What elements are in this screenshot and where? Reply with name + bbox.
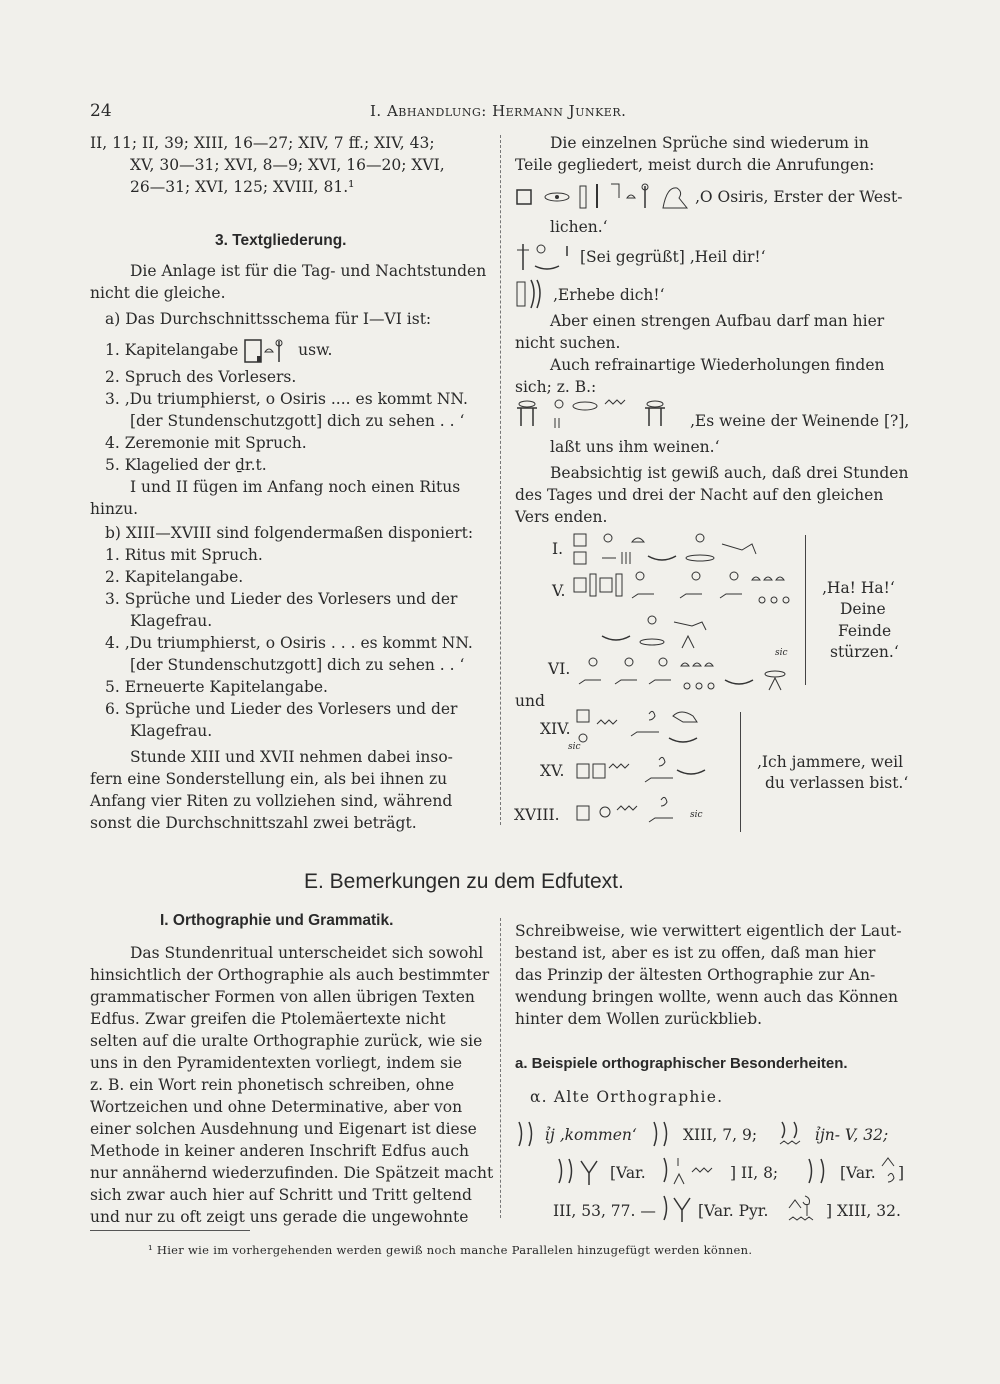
e-left-line-10: Methode in keiner anderen Inschrift Edfus auch (90, 1142, 470, 1160)
item-text: Sprüche und Lieder des Vorlesers und der (124, 700, 458, 718)
closing-line-3: Anfang vier Riten zu vollziehen sind, während (90, 792, 453, 810)
ha-line-3: Feinde (838, 622, 892, 640)
verse-label-XV: XV. (540, 762, 565, 780)
ref-line-2: XV, 30—31; XVI, 8—9; XVI, 16—20; XVI, (130, 156, 445, 174)
verse-label-VI: VI. (548, 660, 571, 678)
osiris-line-b: lichen.‘ (550, 218, 608, 236)
b-item-5 (105, 676, 328, 698)
item-text: Ritus mit Spruch. (124, 546, 263, 564)
b-item-6 (105, 698, 457, 720)
right-p4-line-2: des Tages und drei der Nacht auf den gleichen (515, 486, 884, 504)
ex2-text-c: [Var. (840, 1164, 876, 1182)
erhebe-line: ‚Erhebe dich!‘ (553, 286, 665, 304)
column-divider (500, 135, 502, 825)
kapitel-hieroglyph-icon (243, 337, 293, 365)
verse-label-V: V. (552, 582, 566, 600)
footnote: ¹ Hier wie im vorhergehenden werden gewiß noch manche Parallelen hinzugefügt werden können. (148, 1243, 753, 1257)
weine-line-b: laßt uns ihm weinen.‘ (550, 438, 720, 456)
ex1-text-a: ỉj ‚kommen‘ (545, 1126, 637, 1144)
e-right-line-4: wendung bringen wollte, wenn auch das Können (515, 988, 899, 1006)
b-item-1 (105, 544, 263, 566)
section-title-textgliederung: 3. Textgliederung. (215, 232, 347, 249)
brace-verse-group-1 (805, 535, 806, 685)
ex3-text-c: ] XIII, 32. (826, 1202, 901, 1220)
ex2-text-d: ] (898, 1164, 905, 1182)
a-item-1 (105, 337, 332, 365)
ha-line-4: stürzen.‘ (830, 643, 899, 661)
verse-label-I: I. (552, 540, 564, 558)
ex2b-hieroglyph-icon (660, 1154, 730, 1192)
e-right-line-1: Schreibweise, wie verwittert eigentlich der Laut- (515, 922, 902, 940)
right-p3-line-1: Auch refrainartige Wiederholungen finden (550, 356, 885, 374)
right-p1-line-1: Die einzelnen Sprüche sind wiederum in (550, 134, 869, 152)
verse-VI-hieroglyphs-icon (575, 654, 795, 698)
item-number: 4. (105, 634, 120, 652)
item-text: Spruch des Vorlesers. (124, 368, 297, 386)
e-left-line-3: grammatischer Formen von allen übrigen Texten (90, 988, 475, 1006)
section-a-subtitle-beispiele: a. Beispiele orthographischer Besonderheiten. (515, 1055, 848, 1072)
alpha-heading: α. Alte Orthographie. (530, 1088, 724, 1106)
a-item-5 (105, 454, 267, 476)
sic-note-2: sic (568, 742, 581, 752)
e-left-line-12: sich zwar auch hier auf Schritt und Tritt geltend (90, 1186, 472, 1204)
item-number: 3. (105, 590, 120, 608)
closing-line-2: fern eine Sonderstellung ein, als bei ihnen zu (90, 770, 448, 788)
right-p2-line-2: nicht suchen. (515, 334, 621, 352)
item-text: ‚Du triumphierst, o Osiris .... es kommt NN. (124, 390, 468, 408)
right-p1-line-2: Teile gegliedert, meist durch die Anrufungen: (515, 156, 875, 174)
item-text: Kapitelangabe. (124, 568, 244, 586)
a-item-2 (105, 366, 296, 388)
verse-XIV-hieroglyphs-icon (575, 706, 715, 754)
section-e-subtitle-orthographie: I. Orthographie und Grammatik. (160, 912, 394, 929)
ex2-text-b: ] II, 8; (730, 1164, 779, 1182)
ex3b-hieroglyph-icon (785, 1192, 825, 1230)
b-item-2 (105, 566, 243, 588)
jammere-line-1: ‚Ich jammere, weil (757, 753, 904, 771)
verse-V-hieroglyphs-icon (572, 566, 802, 614)
intro-line-1: Die Anlage ist für die Tag- und Nachtstunden (130, 262, 487, 280)
page-number: 24 (90, 101, 112, 121)
ex1-text-b: XIII, 7, 9; (683, 1126, 758, 1144)
e-left-line-2: hinsichtlich der Orthographie als auch bestimmter (90, 966, 490, 984)
item-number: 1. (105, 546, 120, 564)
closing-line-4: sonst die Durchschnittszahl zwei beträgt. (90, 814, 417, 832)
item-text: ‚Du triumphierst, o Osiris . . . es kommt NN. (124, 634, 473, 652)
ref-line-3: 26—31; XVI, 125; XVIII, 81.¹ (130, 178, 355, 196)
item-text: Klagelied der ḏr.t. (124, 456, 267, 474)
b-heading: b) XIII—XVIII sind folgendermaßen disponiert: (105, 524, 474, 542)
item-number: 6. (105, 700, 120, 718)
e-left-line-9: einer solchen Ausdehnung und Eigenart ist diese (90, 1120, 477, 1138)
ex1b-hieroglyph-icon (650, 1118, 674, 1154)
closing-line-1: Stunde XIII und XVII nehmen dabei inso- (130, 748, 453, 766)
weine-hieroglyphs-icon (515, 396, 685, 436)
item-number: 3. (105, 390, 120, 408)
verse-label-XVIII: XVIII. (514, 806, 560, 824)
column-divider-lower (500, 918, 502, 1218)
ex3-hieroglyph-icon (660, 1192, 696, 1230)
item-text: Zeremonie mit Spruch. (124, 434, 307, 452)
ex2-text-a: [Var. (610, 1164, 646, 1182)
b-item-3 (105, 588, 457, 610)
ex2c-hieroglyph-icon (805, 1155, 835, 1191)
e-left-line-4: Edfus. Zwar greifen die Ptolemäertexte nicht (90, 1010, 446, 1028)
brace-verse-group-2 (740, 712, 741, 832)
ex2d-hieroglyph-icon (878, 1154, 898, 1192)
item-text: Erneuerte Kapitelangabe. (124, 678, 328, 696)
e-left-line-1: Das Stundenritual unterscheidet sich sowohl (130, 944, 484, 962)
item-text: Kapitelangabe (124, 341, 239, 359)
b-item-4 (105, 632, 473, 654)
e-left-line-5: selten auf die uralte Orthographie zurück, wie sie (90, 1032, 483, 1050)
footnote-rule (90, 1230, 250, 1231)
a-item-4 (105, 432, 307, 454)
right-p4-line-1: Beabsichtig ist gewiß auch, daß drei Stunden (550, 464, 909, 482)
section-e-title: E. Bemerkungen zu dem Edfutext. (304, 870, 624, 893)
osiris-hieroglyphs-icon (515, 178, 695, 218)
item-number: 2. (105, 368, 120, 386)
heil-hieroglyphs-icon (515, 240, 575, 278)
ref-line-1: II, 11; II, 39; XIII, 16—27; XIV, 7 ff.; XIV, 43; (90, 134, 435, 152)
ex1-hieroglyph-icon (515, 1118, 539, 1154)
item-number: 5. (105, 456, 120, 474)
item-number: 4. (105, 434, 120, 452)
sic-note-1: sic (775, 648, 788, 658)
sic-note-3: sic (690, 810, 703, 820)
jammere-line-2: du verlassen bist.‘ (765, 774, 909, 792)
verse-XVIII-hieroglyphs-icon (575, 792, 675, 836)
b-item-6-cont: Klagefrau. (130, 722, 213, 740)
item-number: 5. (105, 678, 120, 696)
a-note-1: I und II fügen im Anfang noch einen Ritus (130, 478, 461, 496)
a-heading: a) Das Durchschnittsschema für I—VI ist: (105, 310, 432, 328)
heil-line: [Sei gegrüßt] ‚Heil dir!‘ (580, 248, 766, 266)
verse-XV-hieroglyphs-icon (575, 750, 715, 798)
e-left-line-13: und nur zu oft zeigt uns gerade die ungewohnte (90, 1208, 469, 1226)
ex2-hieroglyph-icon (555, 1155, 605, 1193)
verse-label-XIV: XIV. (540, 720, 571, 738)
ex3-text-a: III, 53, 77. — (553, 1202, 656, 1220)
b-item-3-cont: Klagefrau. (130, 612, 213, 630)
e-left-line-6: uns in den Pyramidentexten vorliegt, indem sie (90, 1054, 463, 1072)
erhebe-hieroglyphs-icon (515, 276, 545, 314)
item-number: 1. (105, 341, 120, 359)
e-right-line-2: bestand ist, aber es ist zu offen, daß man hier (515, 944, 876, 962)
e-right-line-3: das Prinzip der ältesten Orthographie zur An- (515, 966, 876, 984)
right-p4-line-3: Vers enden. (515, 508, 608, 526)
ex1c-hieroglyph-icon (778, 1118, 814, 1154)
e-right-line-5: hinter dem Wollen zurückblieb. (515, 1010, 763, 1028)
und-word: und (515, 692, 545, 710)
verse-V-second-line-icon (600, 612, 720, 656)
intro-line-2: nicht die gleiche. (90, 284, 226, 302)
ex3-text-b: [Var. Pyr. (698, 1202, 769, 1220)
item-text: Sprüche und Lieder des Vorlesers und der (124, 590, 458, 608)
e-left-line-7: z. B. ein Wort rein phonetisch schreiben, ohne (90, 1076, 455, 1094)
ex1-text-c: ỉjn- V, 32; (815, 1126, 889, 1144)
item-number: 2. (105, 568, 120, 586)
item-text-suffix: usw. (298, 341, 333, 359)
osiris-line-a: ‚O Osiris, Erster der West- (695, 188, 903, 206)
b-item-4-cont: [der Stundenschutzgott] dich zu sehen . . ‘ (130, 656, 465, 674)
weine-line-a: ‚Es weine der Weinende [?], (690, 412, 910, 430)
right-p3-line-2: sich; z. B.: (515, 378, 597, 396)
right-p2-line-1: Aber einen strengen Aufbau darf man hier (550, 312, 885, 330)
a-item-3-cont: [der Stundenschutzgott] dich zu sehen . . ‘ (130, 412, 465, 430)
a-item-3 (105, 388, 468, 410)
ha-line-1: ‚Ha! Ha!‘ (822, 579, 895, 597)
e-left-line-11: nur annähernd wiederzufinden. Die Spätzeit macht (90, 1164, 494, 1182)
a-note-2: hinzu. (90, 500, 138, 518)
e-left-line-8: Wortzeichen und ohne Determinative, aber von (90, 1098, 463, 1116)
running-title: I. Abhandlung: Hermann Junker. (370, 102, 627, 120)
ha-line-2: Deine (840, 600, 886, 618)
